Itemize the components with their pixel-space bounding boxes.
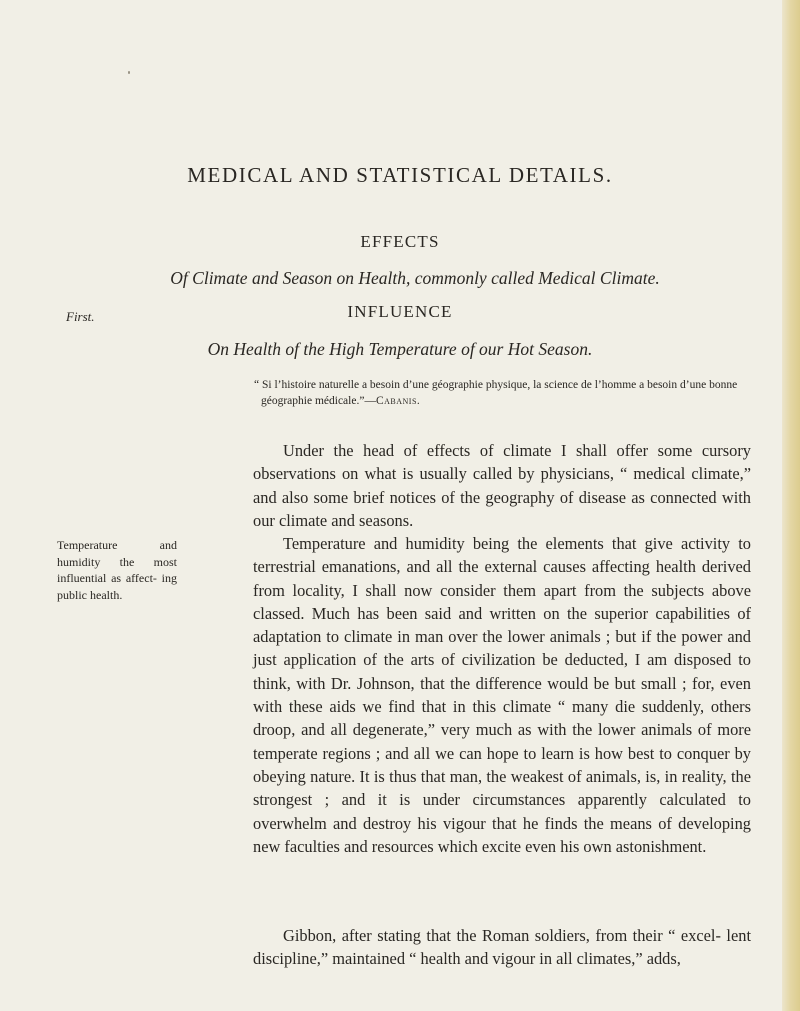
epigraph-attribution: Cabanis. [375, 395, 421, 407]
running-head: MEDICAL AND STATISTICAL DETAILS. [187, 163, 613, 187]
paragraph-gibbon: Gibbon, after stating that the Roman soldiers, from their “ excel- lent discipline,” maintained “ health and vigour in all climates,” adds, [253, 926, 751, 969]
heading-influence: INFLUENCE [347, 302, 453, 321]
margin-note-first: First. [66, 309, 95, 324]
sidenote-temperature-humidity: Temperature and humidity the most influential as affect- ing public health. [57, 538, 177, 602]
paragraph-temperature-humidity: Temperature and humidity being the elements that give activity to terrestrial emanations, and all the external causes affecting health derived from locality, I shall now consider them apart from the subjects above classed. Much has been said and written on the superior capabilities of adaptation to climate in man over the lower animals ; but if the power and just application of the arts of civilization be deducted, I am disposed to think, with Dr. Johnson, that the difference would be but small ; for, even with these aids we find that in this climate “ many die suddenly, others droop, and all degenerate,” very much as with the lower animals of more temperate regions ; and all we can hope to learn is how best to conquer by obeying nature. It is thus that man, the weakest of animals, is, in reality, the strongest ; and it is under circumstances apparently calculated to overwhelm and destroy his vigour that he finds the means of developing new faculties and resources which excite even his own astonishment. [253, 534, 751, 856]
paper-speck [128, 71, 130, 74]
paragraph-intro: Under the head of effects of climate I shall offer some cursory observations on what is usually called by physicians, “ medical climate,” and also some brief notices of the geography of disease as connected with our climate and seasons. [253, 441, 751, 530]
epigraph-quote: “ Si l’histoire naturelle a besoin d’une géographie physique, la science de l’homme a besoin d’une bonne géographie médicale.”— [254, 379, 738, 407]
page-edge [782, 0, 800, 1011]
subtitle-hot-season: On Health of the High Temperature of our Hot Season. [207, 339, 593, 359]
heading-effects: EFFECTS [360, 232, 440, 251]
epigraph [254, 377, 754, 409]
subtitle-climate-season: Of Climate and Season on Health, commonly called Medical Climate. [170, 268, 660, 288]
